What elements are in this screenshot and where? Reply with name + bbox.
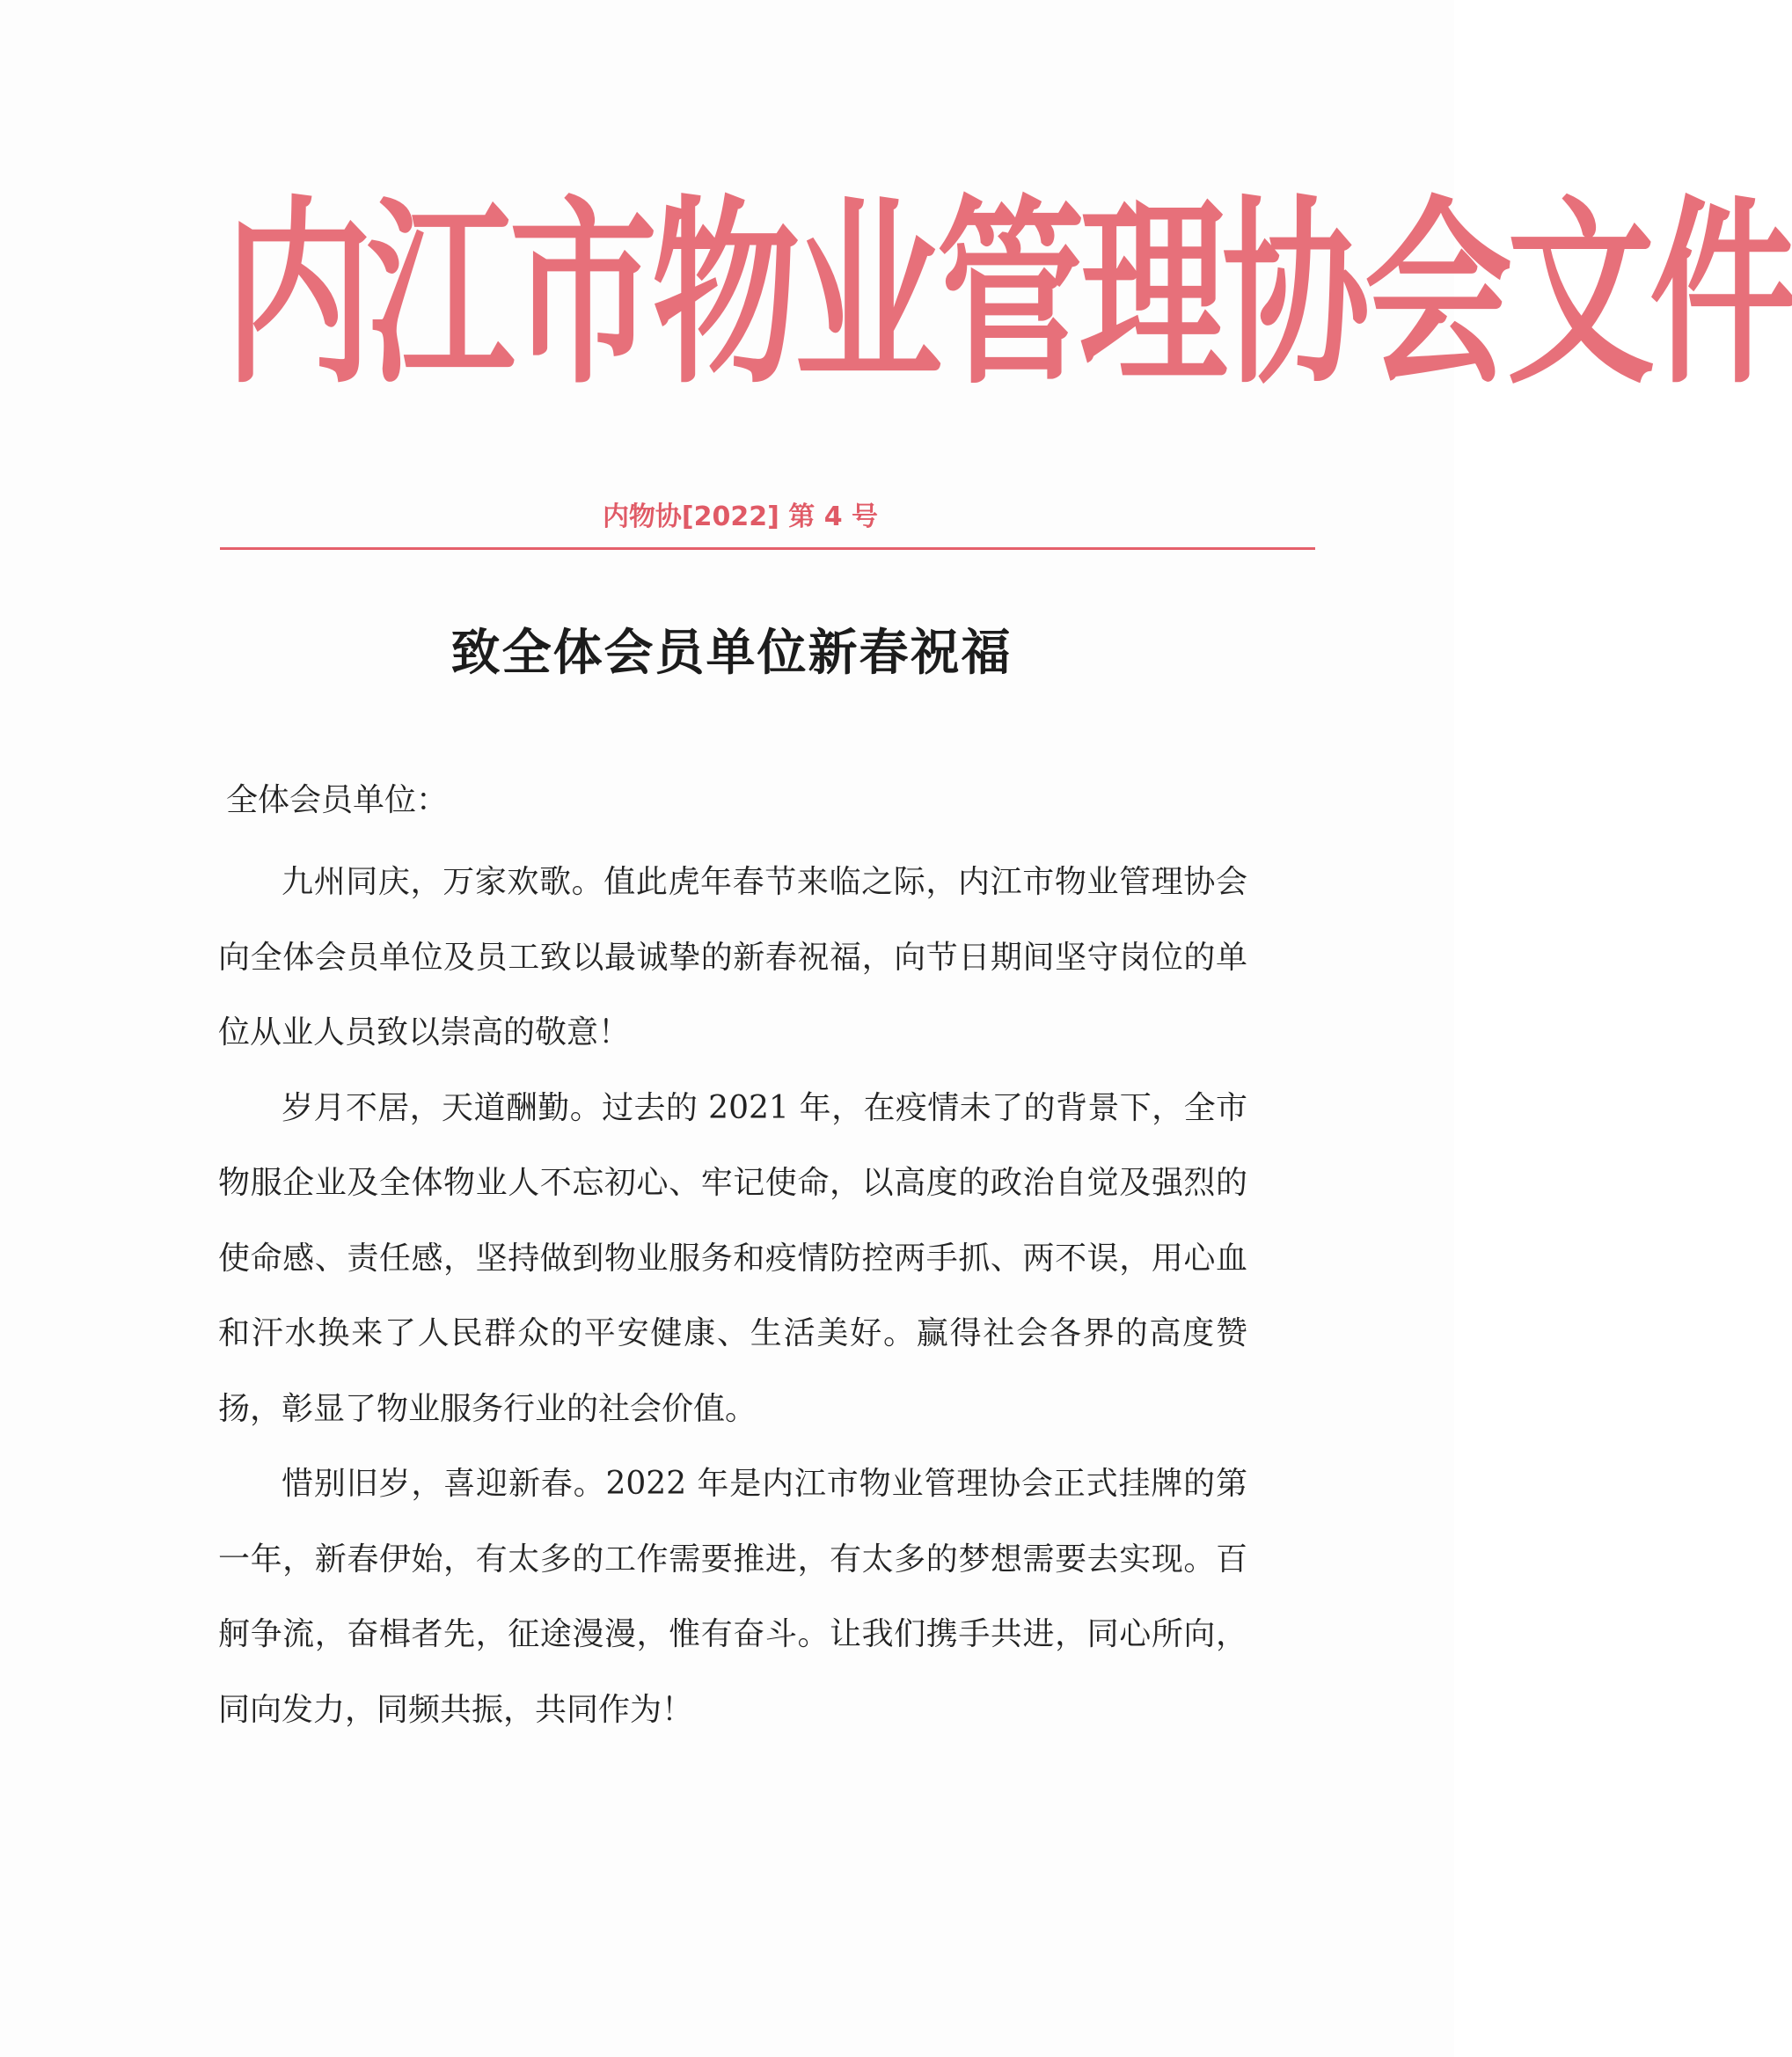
- paragraph-1: 九州同庆，万家欢歌。值此虎年春节来临之际，内江市物业管理协会向全体会员单位及员工致以最诚挚的新春祝福，向节日期间坚守岗位的单位从业人员致以崇高的敬意！: [218, 864, 1247, 1050]
- document-heading: 致全体会员单位新春祝福: [450, 625, 1013, 682]
- organization-header-title: 内江市物业管理协会文件: [224, 178, 1792, 412]
- document-body: [218, 845, 1247, 1747]
- paragraph-3: 惜别旧岁，喜迎新春。2022 年是内江市物业管理协会正式挂牌的第一年，新春伊始，有太多的工作需要推进，有太多的梦想需要去实现。百舸争流，奋楫者先，征途漫漫，惟有奋斗。让我们携手共进，同心所向，同向发力，同频共振，共同作为！: [218, 1466, 1247, 1728]
- salutation: 全体会员单位：: [226, 782, 449, 818]
- header-divider-line: [220, 547, 1315, 550]
- paragraph-2: 岁月不居，天道酬勤。过去的 2021 年，在疫情未了的背景下，全市物服企业及全体物业人不忘初心、牢记使命，以高度的政治自觉及强烈的使命感、责任感，坚持做到物业服务和疫情防控两手抓、两不误，用心血和汗水换来了人民群众的平安健康、生活美好。赢得社会各界的高度赞扬，彰显了物业服务行业的社会价值。: [218, 1089, 1247, 1427]
- document-number: 内物协[2022] 第 4 号: [602, 501, 879, 532]
